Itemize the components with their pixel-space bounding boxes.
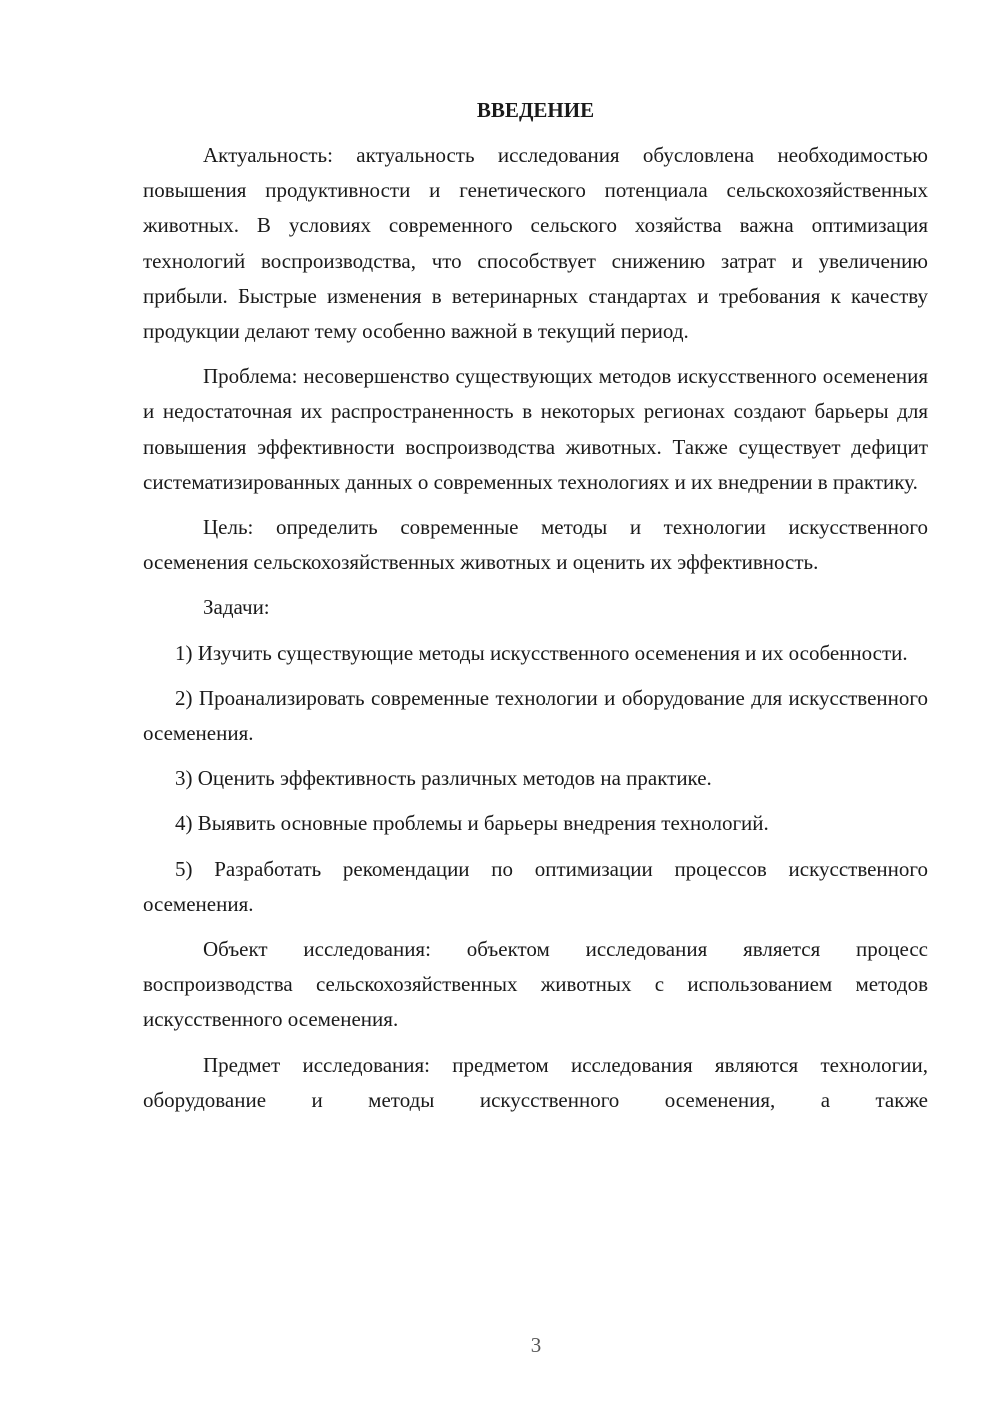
paragraph-object: Объект исследования: объектом исследования является процесс воспроизводства сельскохозяйственных животных с использованием методов искусственного осеменения.: [143, 937, 928, 1032]
page-number: 3: [530, 1333, 542, 1357]
task-item: 3) Оценить эффективность различных методов на практике.: [175, 766, 712, 791]
section-heading: ВВЕДЕНИЕ: [476, 98, 595, 122]
task-item: 1) Изучить существующие методы искусственного осеменения и их особенности.: [175, 640, 908, 665]
document-page: [143, 92, 928, 1128]
paragraph-goal: Цель: определить современные методы и технологии искусственного осеменения сельскохозяйственных животных и оценить их эффективность.: [143, 515, 928, 575]
tasks-heading: Задачи:: [203, 595, 270, 620]
paragraph-problem: Проблема: несовершенство существующих методов искусственного осеменения и недостаточная их распространенность в некоторых регионах создают барьеры для повышения эффективности воспроизводства животных. Также существует дефицит систематизированных данных о современных технологиях и их внедрении в практику.: [143, 364, 928, 494]
paragraph-relevance: Актуальность: актуальность исследования обусловлена необходимостью повышения продуктивности и генетического потенциала сельскохозяйственных животных. В условиях современного сельского хозяйства важна оптимизация технологий воспроизводства, что способствует снижению затрат и увеличению прибыли. Быстрые изменения в ветеринарных стандартах и требования к качеству продукции делают тему особенно важной в текущий период.: [143, 143, 928, 344]
task-item: 2) Проанализировать современные технологии и оборудование для искусственного осеменения.: [143, 685, 928, 746]
paragraph-subject: Предмет исследования: предметом исследования являются технологии, оборудование и методы искусственного осеменения, а также: [143, 1052, 928, 1112]
task-item: 4) Выявить основные проблемы и барьеры внедрения технологий.: [175, 811, 769, 836]
task-item: 5) Разработать рекомендации по оптимизации процессов искусственного осеменения.: [143, 856, 928, 916]
